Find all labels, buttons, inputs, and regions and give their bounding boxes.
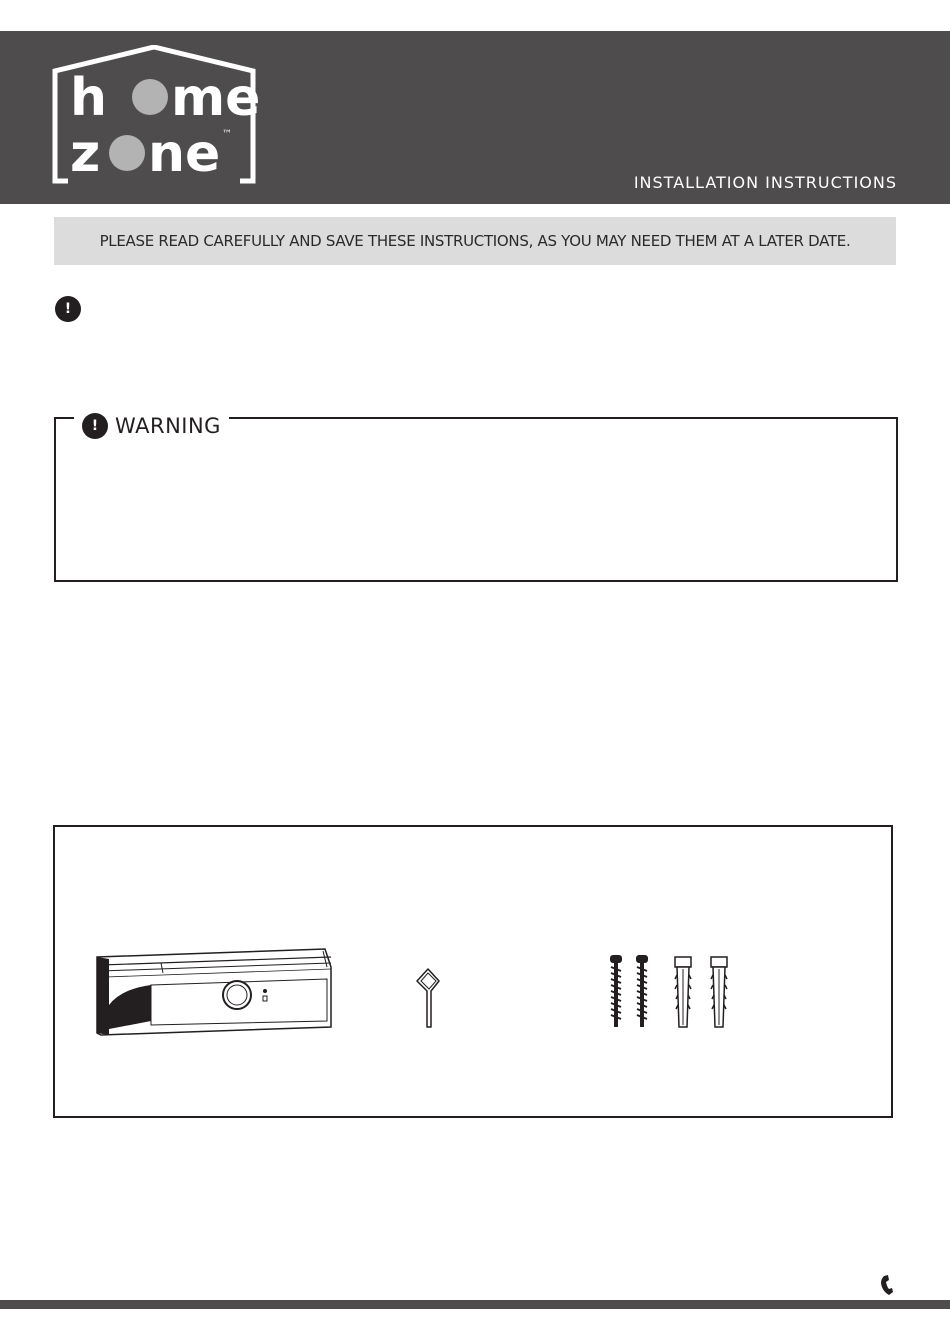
logo-h: h: [70, 68, 108, 128]
screws-illustration: [605, 951, 653, 1031]
page-header: [0, 31, 950, 204]
trademark-mark: ™: [222, 129, 232, 140]
exclamation-circle-icon: !: [82, 413, 108, 439]
wall-plugs-illustration: [671, 953, 741, 1033]
logo-o-dot: [132, 79, 168, 115]
logo-ne: ne: [148, 124, 221, 184]
logo-me: me: [171, 68, 260, 128]
phone-icon: [876, 1274, 894, 1296]
footer-bar: [0, 1300, 950, 1309]
homezone-logo: [50, 45, 260, 187]
warning-label: WARNING: [115, 414, 221, 438]
logo-o-dot-2: [109, 135, 145, 171]
device-unit-illustration: [91, 945, 335, 1037]
logo-z: z: [70, 124, 101, 184]
reset-pin-illustration: [413, 965, 443, 1029]
page-title: INSTALLATION INSTRUCTIONS: [633, 173, 897, 192]
exclamation-circle-icon: !: [55, 296, 81, 322]
notice-banner: PLEASE READ CAREFULLY AND SAVE THESE INSTRUCTIONS, AS YOU MAY NEED THEM AT A LATER DATE.: [54, 217, 896, 265]
parts-box: [53, 825, 893, 1118]
warning-heading: [74, 409, 229, 443]
